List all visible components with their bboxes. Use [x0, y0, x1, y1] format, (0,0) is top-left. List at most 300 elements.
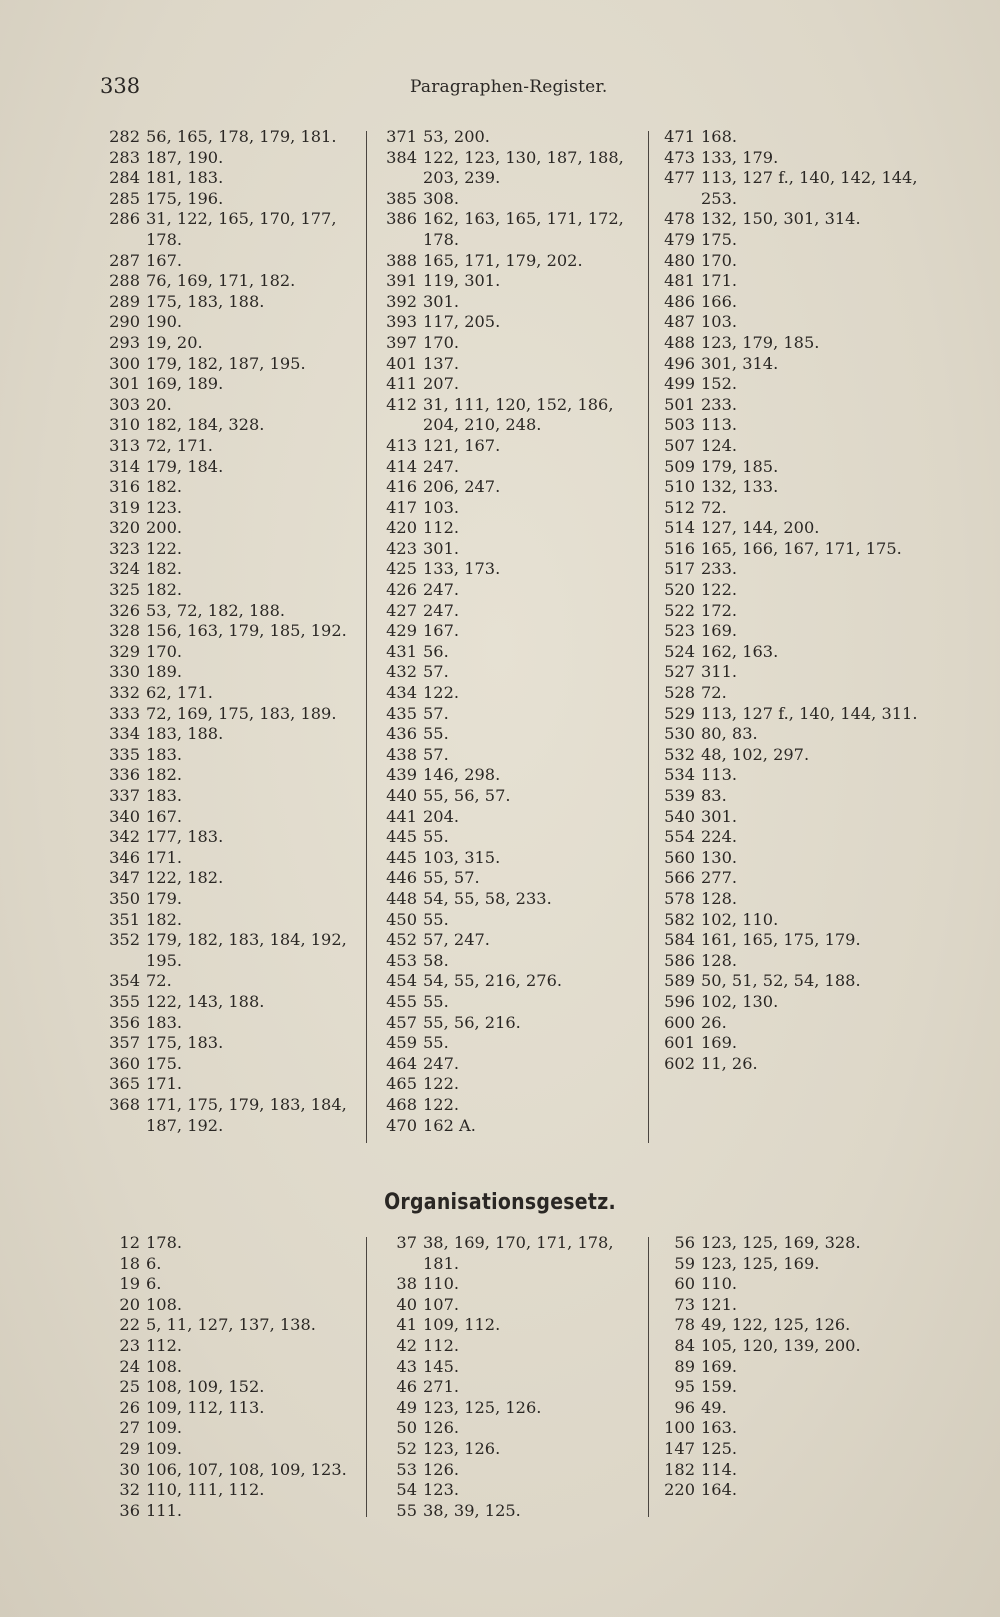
- page-references: 80, 83.: [701, 724, 758, 744]
- paragraph-number: 335: [109, 744, 140, 764]
- paragraph-number: 385: [386, 188, 417, 208]
- page-references: 6.: [146, 1253, 162, 1273]
- index-entry: [100, 1074, 360, 1095]
- page-references: 145.: [423, 1356, 460, 1376]
- paragraph-number: 20: [119, 1294, 140, 1314]
- page-references: 55.: [423, 827, 449, 847]
- index-entry: [100, 498, 360, 519]
- index-entry: [100, 745, 360, 766]
- index-entry: [100, 662, 360, 683]
- index-entry: [377, 848, 637, 869]
- page-references: 172.: [701, 600, 738, 620]
- index-entry: [100, 271, 360, 292]
- page-references: 175.: [146, 1053, 183, 1073]
- page-references: 55.: [423, 909, 449, 929]
- paragraph-number: 411: [386, 374, 417, 394]
- index-entry: [377, 477, 637, 498]
- page-references: 54, 55, 216, 276.: [423, 971, 563, 991]
- paragraph-number: 507: [664, 435, 695, 455]
- page-references: 127, 144, 200.: [701, 518, 820, 538]
- paragraph-number: 354: [109, 971, 140, 991]
- page-references: 182.: [146, 580, 183, 600]
- paragraph-number: 55: [396, 1500, 417, 1520]
- paragraph-number: 342: [109, 827, 140, 847]
- page-references: 57.: [423, 662, 449, 682]
- page-references: 121.: [701, 1294, 738, 1314]
- index-entry: [100, 1254, 360, 1275]
- page-references: 233.: [701, 394, 738, 414]
- index-entry: [655, 436, 920, 457]
- page-references: 106, 107, 108, 109, 123.: [146, 1459, 347, 1479]
- index-entry: [377, 951, 637, 972]
- paragraph-number: 310: [109, 415, 140, 435]
- index-entry: [655, 271, 920, 292]
- index-entry: [655, 230, 920, 251]
- page-references: 56, 165, 178, 179, 181.: [146, 127, 337, 146]
- paragraph-number: 320: [109, 518, 140, 538]
- index-entry: [100, 415, 360, 436]
- paragraph-number: 332: [109, 683, 140, 703]
- paragraph-number: 514: [664, 518, 695, 538]
- index-entry: [377, 704, 637, 725]
- page-references: 122, 143, 188.: [146, 991, 265, 1011]
- paragraph-number: 334: [109, 724, 140, 744]
- index-entry: [100, 127, 360, 148]
- index-entry: [655, 910, 920, 931]
- page-references: 123.: [146, 497, 183, 517]
- page-references: 126.: [423, 1418, 460, 1438]
- index-entry: [377, 724, 637, 745]
- index-entry: [655, 1460, 920, 1481]
- page-references: 170.: [701, 250, 738, 270]
- index-entry: [655, 930, 920, 951]
- index-entry: [655, 1033, 920, 1054]
- column-divider: [648, 1237, 649, 1517]
- page-references: 168.: [701, 127, 738, 146]
- index-entry: [100, 436, 360, 457]
- index-entry: [100, 683, 360, 704]
- paragraph-number: 459: [386, 1033, 417, 1053]
- page-references: 183.: [146, 744, 183, 764]
- index-entry: [377, 1336, 637, 1357]
- index-entry: [100, 1315, 360, 1336]
- page-references: 171.: [146, 847, 183, 867]
- paragraph-number: 290: [109, 312, 140, 332]
- index-entry: [377, 1439, 637, 1460]
- index-column-2: [377, 127, 637, 1136]
- page-references: 31, 122, 165, 170, 177, 178.: [146, 209, 337, 249]
- paragraph-number: 431: [386, 641, 417, 661]
- page-references: 54, 55, 58, 233.: [423, 888, 552, 908]
- paragraph-number: 560: [664, 847, 695, 867]
- index-entry: [377, 580, 637, 601]
- page-references: 114.: [701, 1459, 738, 1479]
- paragraph-number: 53: [396, 1459, 417, 1479]
- paragraph-number: 446: [386, 868, 417, 888]
- index-entry: [655, 374, 920, 395]
- section-title: Organisationsgesetz.: [384, 1190, 616, 1215]
- paragraph-number: 40: [396, 1294, 417, 1314]
- index-entry: [100, 930, 360, 971]
- index-entry: [100, 559, 360, 580]
- index-entry: [377, 374, 637, 395]
- paragraph-number: 486: [664, 291, 695, 311]
- page-references: 162, 163.: [701, 641, 779, 661]
- index-entry: [655, 292, 920, 313]
- paragraph-number: 534: [664, 765, 695, 785]
- page-references: 122.: [146, 538, 183, 558]
- page-references: 206, 247.: [423, 477, 501, 497]
- page-references: 125.: [701, 1438, 738, 1458]
- index-entry: [655, 559, 920, 580]
- page-references: 103.: [423, 497, 460, 517]
- paragraph-number: 412: [386, 394, 417, 414]
- paragraph-number: 527: [664, 662, 695, 682]
- page-references: 169.: [701, 1356, 738, 1376]
- page-number: 338: [100, 74, 141, 98]
- paragraph-number: 436: [386, 724, 417, 744]
- paragraph-number: 329: [109, 641, 140, 661]
- page-references: 175, 183.: [146, 1033, 224, 1053]
- paragraph-number: 357: [109, 1033, 140, 1053]
- paragraph-number: 12: [119, 1233, 140, 1252]
- page-references: 102, 110.: [701, 909, 779, 929]
- paragraph-number: 36: [119, 1500, 140, 1520]
- paragraph-number: 50: [396, 1418, 417, 1438]
- paragraph-number: 427: [386, 600, 417, 620]
- page-references: 122, 123, 130, 187, 188, 203, 239.: [423, 147, 624, 188]
- index-entry: [655, 1013, 920, 1034]
- page-references: 123.: [423, 1480, 460, 1500]
- paragraph-number: 517: [664, 559, 695, 579]
- paragraph-number: 282: [109, 127, 140, 146]
- index-entry: [655, 889, 920, 910]
- paragraph-number: 43: [396, 1356, 417, 1376]
- index-entry: [100, 1480, 360, 1501]
- page-references: 162, 163, 165, 171, 172, 178.: [423, 209, 624, 249]
- index-entry: [377, 1274, 637, 1295]
- index-entry: [377, 1480, 637, 1501]
- index-entry: [655, 498, 920, 519]
- column-divider: [366, 131, 367, 1143]
- paragraph-number: 528: [664, 683, 695, 703]
- paragraph-number: 439: [386, 765, 417, 785]
- paragraph-number: 42: [396, 1335, 417, 1355]
- paragraph-number: 452: [386, 930, 417, 950]
- index-entry: [655, 127, 920, 148]
- index-entry: [100, 1033, 360, 1054]
- index-entry: [377, 827, 637, 848]
- paragraph-number: 478: [664, 209, 695, 229]
- paragraph-number: 524: [664, 641, 695, 661]
- page-references: 48, 102, 297.: [701, 744, 810, 764]
- page-references: 55, 56, 57.: [423, 786, 511, 805]
- page-references: 156, 163, 179, 185, 192.: [146, 621, 347, 641]
- page-references: 175, 183, 188.: [146, 291, 265, 311]
- page-references: 55.: [423, 724, 449, 744]
- index-entry: [655, 1315, 920, 1336]
- paragraph-number: 516: [664, 538, 695, 558]
- page-references: 162 A.: [423, 1115, 476, 1135]
- index-entry: [377, 1357, 637, 1378]
- page-references: 119, 301.: [423, 271, 501, 291]
- index-entry: [377, 889, 637, 910]
- page-references: 20.: [146, 394, 172, 414]
- page-references: 72, 169, 175, 183, 189.: [146, 703, 337, 723]
- paragraph-number: 313: [109, 435, 140, 455]
- paragraph-number: 554: [664, 827, 695, 847]
- paragraph-number: 602: [664, 1053, 695, 1073]
- paragraph-number: 73: [674, 1294, 695, 1314]
- index-entry: [377, 1295, 637, 1316]
- paragraph-number: 37: [396, 1233, 417, 1252]
- paragraph-number: 24: [119, 1356, 140, 1376]
- paragraph-number: 100: [664, 1418, 695, 1438]
- page-references: 163.: [701, 1418, 738, 1438]
- page-references: 166.: [701, 291, 738, 311]
- paragraph-number: 283: [109, 147, 140, 167]
- index-entry: [377, 271, 637, 292]
- org-column-1: [100, 1233, 360, 1521]
- paragraph-number: 337: [109, 786, 140, 805]
- paragraph-number: 496: [664, 353, 695, 373]
- paragraph-number: 429: [386, 621, 417, 641]
- page-references: 182.: [146, 559, 183, 579]
- paragraph-number: 523: [664, 621, 695, 641]
- paragraph-number: 301: [109, 374, 140, 394]
- page-references: 124.: [701, 435, 738, 455]
- paragraph-number: 539: [664, 786, 695, 805]
- index-entry: [377, 1013, 637, 1034]
- page-references: 38, 39, 125.: [423, 1500, 521, 1520]
- page-references: 113.: [701, 415, 738, 435]
- paragraph-number: 340: [109, 806, 140, 826]
- index-entry: [100, 786, 360, 807]
- index-entry: [655, 457, 920, 478]
- index-entry: [655, 704, 920, 725]
- page-references: 128.: [701, 888, 738, 908]
- page-references: 170.: [146, 641, 183, 661]
- index-entry: [655, 1357, 920, 1378]
- page-references: 137.: [423, 353, 460, 373]
- paragraph-number: 326: [109, 600, 140, 620]
- page-references: 123, 125, 169, 328.: [701, 1233, 861, 1252]
- page-references: 179, 182, 183, 184, 192, 195.: [146, 930, 347, 970]
- index-entry: [377, 436, 637, 457]
- paragraph-number: 586: [664, 950, 695, 970]
- paragraph-number: 355: [109, 991, 140, 1011]
- index-entry: [655, 765, 920, 786]
- index-entry: [377, 457, 637, 478]
- page-references: 50, 51, 52, 54, 188.: [701, 971, 861, 991]
- index-entry: [100, 992, 360, 1013]
- index-entry: [655, 333, 920, 354]
- page-references: 55, 57.: [423, 868, 480, 888]
- index-entry: [377, 642, 637, 663]
- index-entry: [100, 251, 360, 272]
- index-entry: [100, 1295, 360, 1316]
- paragraph-number: 392: [386, 291, 417, 311]
- page-references: 179, 182, 187, 195.: [146, 353, 306, 373]
- paragraph-number: 22: [119, 1315, 140, 1335]
- page-references: 271.: [423, 1377, 460, 1397]
- index-entry: [100, 601, 360, 622]
- index-entry: [655, 683, 920, 704]
- page-references: 6.: [146, 1274, 162, 1294]
- paragraph-number: 510: [664, 477, 695, 497]
- paragraph-number: 314: [109, 456, 140, 476]
- paragraph-number: 426: [386, 580, 417, 600]
- paragraph-number: 303: [109, 394, 140, 414]
- index-entry: [655, 992, 920, 1013]
- paragraph-number: 589: [664, 971, 695, 991]
- page-references: 112.: [423, 518, 460, 538]
- index-entry: [100, 148, 360, 169]
- index-entry: [377, 251, 637, 272]
- paragraph-number: 512: [664, 497, 695, 517]
- index-entry: [655, 539, 920, 560]
- paragraph-number: 464: [386, 1053, 417, 1073]
- paragraph-number: 401: [386, 353, 417, 373]
- column-divider: [648, 131, 649, 1143]
- index-entry: [377, 910, 637, 931]
- page-references: 152.: [701, 374, 738, 394]
- page-references: 187, 190.: [146, 147, 224, 167]
- index-entry: [377, 498, 637, 519]
- index-entry: [655, 724, 920, 745]
- index-entry: [100, 1336, 360, 1357]
- index-entry: [100, 312, 360, 333]
- index-entry: [377, 539, 637, 560]
- index-entry: [377, 189, 637, 210]
- index-entry: [655, 601, 920, 622]
- paragraph-number: 522: [664, 600, 695, 620]
- paragraph-number: 368: [109, 1094, 140, 1114]
- page-references: 170.: [423, 332, 460, 352]
- page-references: 204.: [423, 806, 460, 826]
- index-entry: [100, 374, 360, 395]
- page-references: 132, 133.: [701, 477, 779, 497]
- page-references: 123, 125, 126.: [423, 1397, 542, 1417]
- page-references: 11, 26.: [701, 1053, 758, 1073]
- page-references: 183.: [146, 786, 183, 805]
- index-entry: [100, 910, 360, 931]
- index-entry: [377, 992, 637, 1013]
- page-references: 171.: [146, 1074, 183, 1094]
- paragraph-number: 293: [109, 332, 140, 352]
- page-references: 111.: [146, 1500, 183, 1520]
- paragraph-number: 465: [386, 1074, 417, 1094]
- page-references: 182.: [146, 765, 183, 785]
- page-references: 277.: [701, 868, 738, 888]
- paragraph-number: 352: [109, 930, 140, 950]
- paragraph-number: 287: [109, 250, 140, 270]
- paragraph-number: 435: [386, 703, 417, 723]
- paragraph-number: 566: [664, 868, 695, 888]
- page-references: 301, 314.: [701, 353, 779, 373]
- index-entry: [100, 848, 360, 869]
- page-references: 133, 179.: [701, 147, 779, 167]
- paragraph-number: 286: [109, 209, 140, 229]
- page-references: 31, 111, 120, 152, 186, 204, 210, 248.: [423, 394, 614, 435]
- paragraph-number: 434: [386, 683, 417, 703]
- index-entry: [100, 1418, 360, 1439]
- page-references: 123, 125, 169.: [701, 1253, 820, 1273]
- page-references: 165, 171, 179, 202.: [423, 250, 583, 270]
- paragraph-number: 445: [386, 847, 417, 867]
- index-entry: [655, 642, 920, 663]
- page-references: 164.: [701, 1480, 738, 1500]
- index-entry: [377, 148, 637, 189]
- paragraph-number: 420: [386, 518, 417, 538]
- index-entry: [655, 415, 920, 436]
- page-references: 171.: [701, 271, 738, 291]
- paragraph-number: 578: [664, 888, 695, 908]
- paragraph-number: 333: [109, 703, 140, 723]
- page-references: 49.: [701, 1397, 727, 1417]
- page-references: 200.: [146, 518, 183, 538]
- index-entry: [100, 580, 360, 601]
- page-references: 5, 11, 127, 137, 138.: [146, 1315, 316, 1335]
- paragraph-number: 360: [109, 1053, 140, 1073]
- paragraph-number: 453: [386, 950, 417, 970]
- paragraph-number: 316: [109, 477, 140, 497]
- page-references: 83.: [701, 786, 727, 805]
- page-references: 182.: [146, 477, 183, 497]
- paragraph-number: 29: [119, 1438, 140, 1458]
- index-entry: [655, 951, 920, 972]
- page-references: 57, 247.: [423, 930, 490, 950]
- paragraph-number: 38: [396, 1274, 417, 1294]
- index-entry: [100, 209, 360, 250]
- index-entry: [655, 580, 920, 601]
- index-entry: [377, 127, 637, 148]
- paragraph-number: 391: [386, 271, 417, 291]
- index-entry: [377, 662, 637, 683]
- paragraph-number: 441: [386, 806, 417, 826]
- paragraph-number: 417: [386, 497, 417, 517]
- index-entry: [100, 1013, 360, 1034]
- page-references: 108.: [146, 1356, 183, 1376]
- page-references: 105, 120, 139, 200.: [701, 1335, 861, 1355]
- page-references: 117, 205.: [423, 312, 501, 332]
- page-references: 102, 130.: [701, 991, 779, 1011]
- page-references: 224.: [701, 827, 738, 847]
- paragraph-number: 95: [674, 1377, 695, 1397]
- index-entry: [100, 168, 360, 189]
- page-references: 72, 171.: [146, 435, 213, 455]
- paragraph-number: 356: [109, 1012, 140, 1032]
- index-entry: [100, 292, 360, 313]
- paragraph-number: 30: [119, 1459, 140, 1479]
- index-entry: [655, 662, 920, 683]
- index-entry: [655, 1418, 920, 1439]
- paragraph-number: 96: [674, 1397, 695, 1417]
- page-references: 178.: [146, 1233, 183, 1252]
- page-references: 122.: [701, 580, 738, 600]
- index-entry: [377, 786, 637, 807]
- paragraph-number: 584: [664, 930, 695, 950]
- index-entry: [377, 395, 637, 436]
- page-references: 53, 72, 182, 188.: [146, 600, 286, 620]
- paragraph-number: 46: [396, 1377, 417, 1397]
- index-entry: [100, 1233, 360, 1254]
- page-header: [100, 74, 900, 104]
- index-entry: [655, 868, 920, 889]
- paragraph-number: 432: [386, 662, 417, 682]
- paragraph-number: 52: [396, 1438, 417, 1458]
- paragraph-number: 530: [664, 724, 695, 744]
